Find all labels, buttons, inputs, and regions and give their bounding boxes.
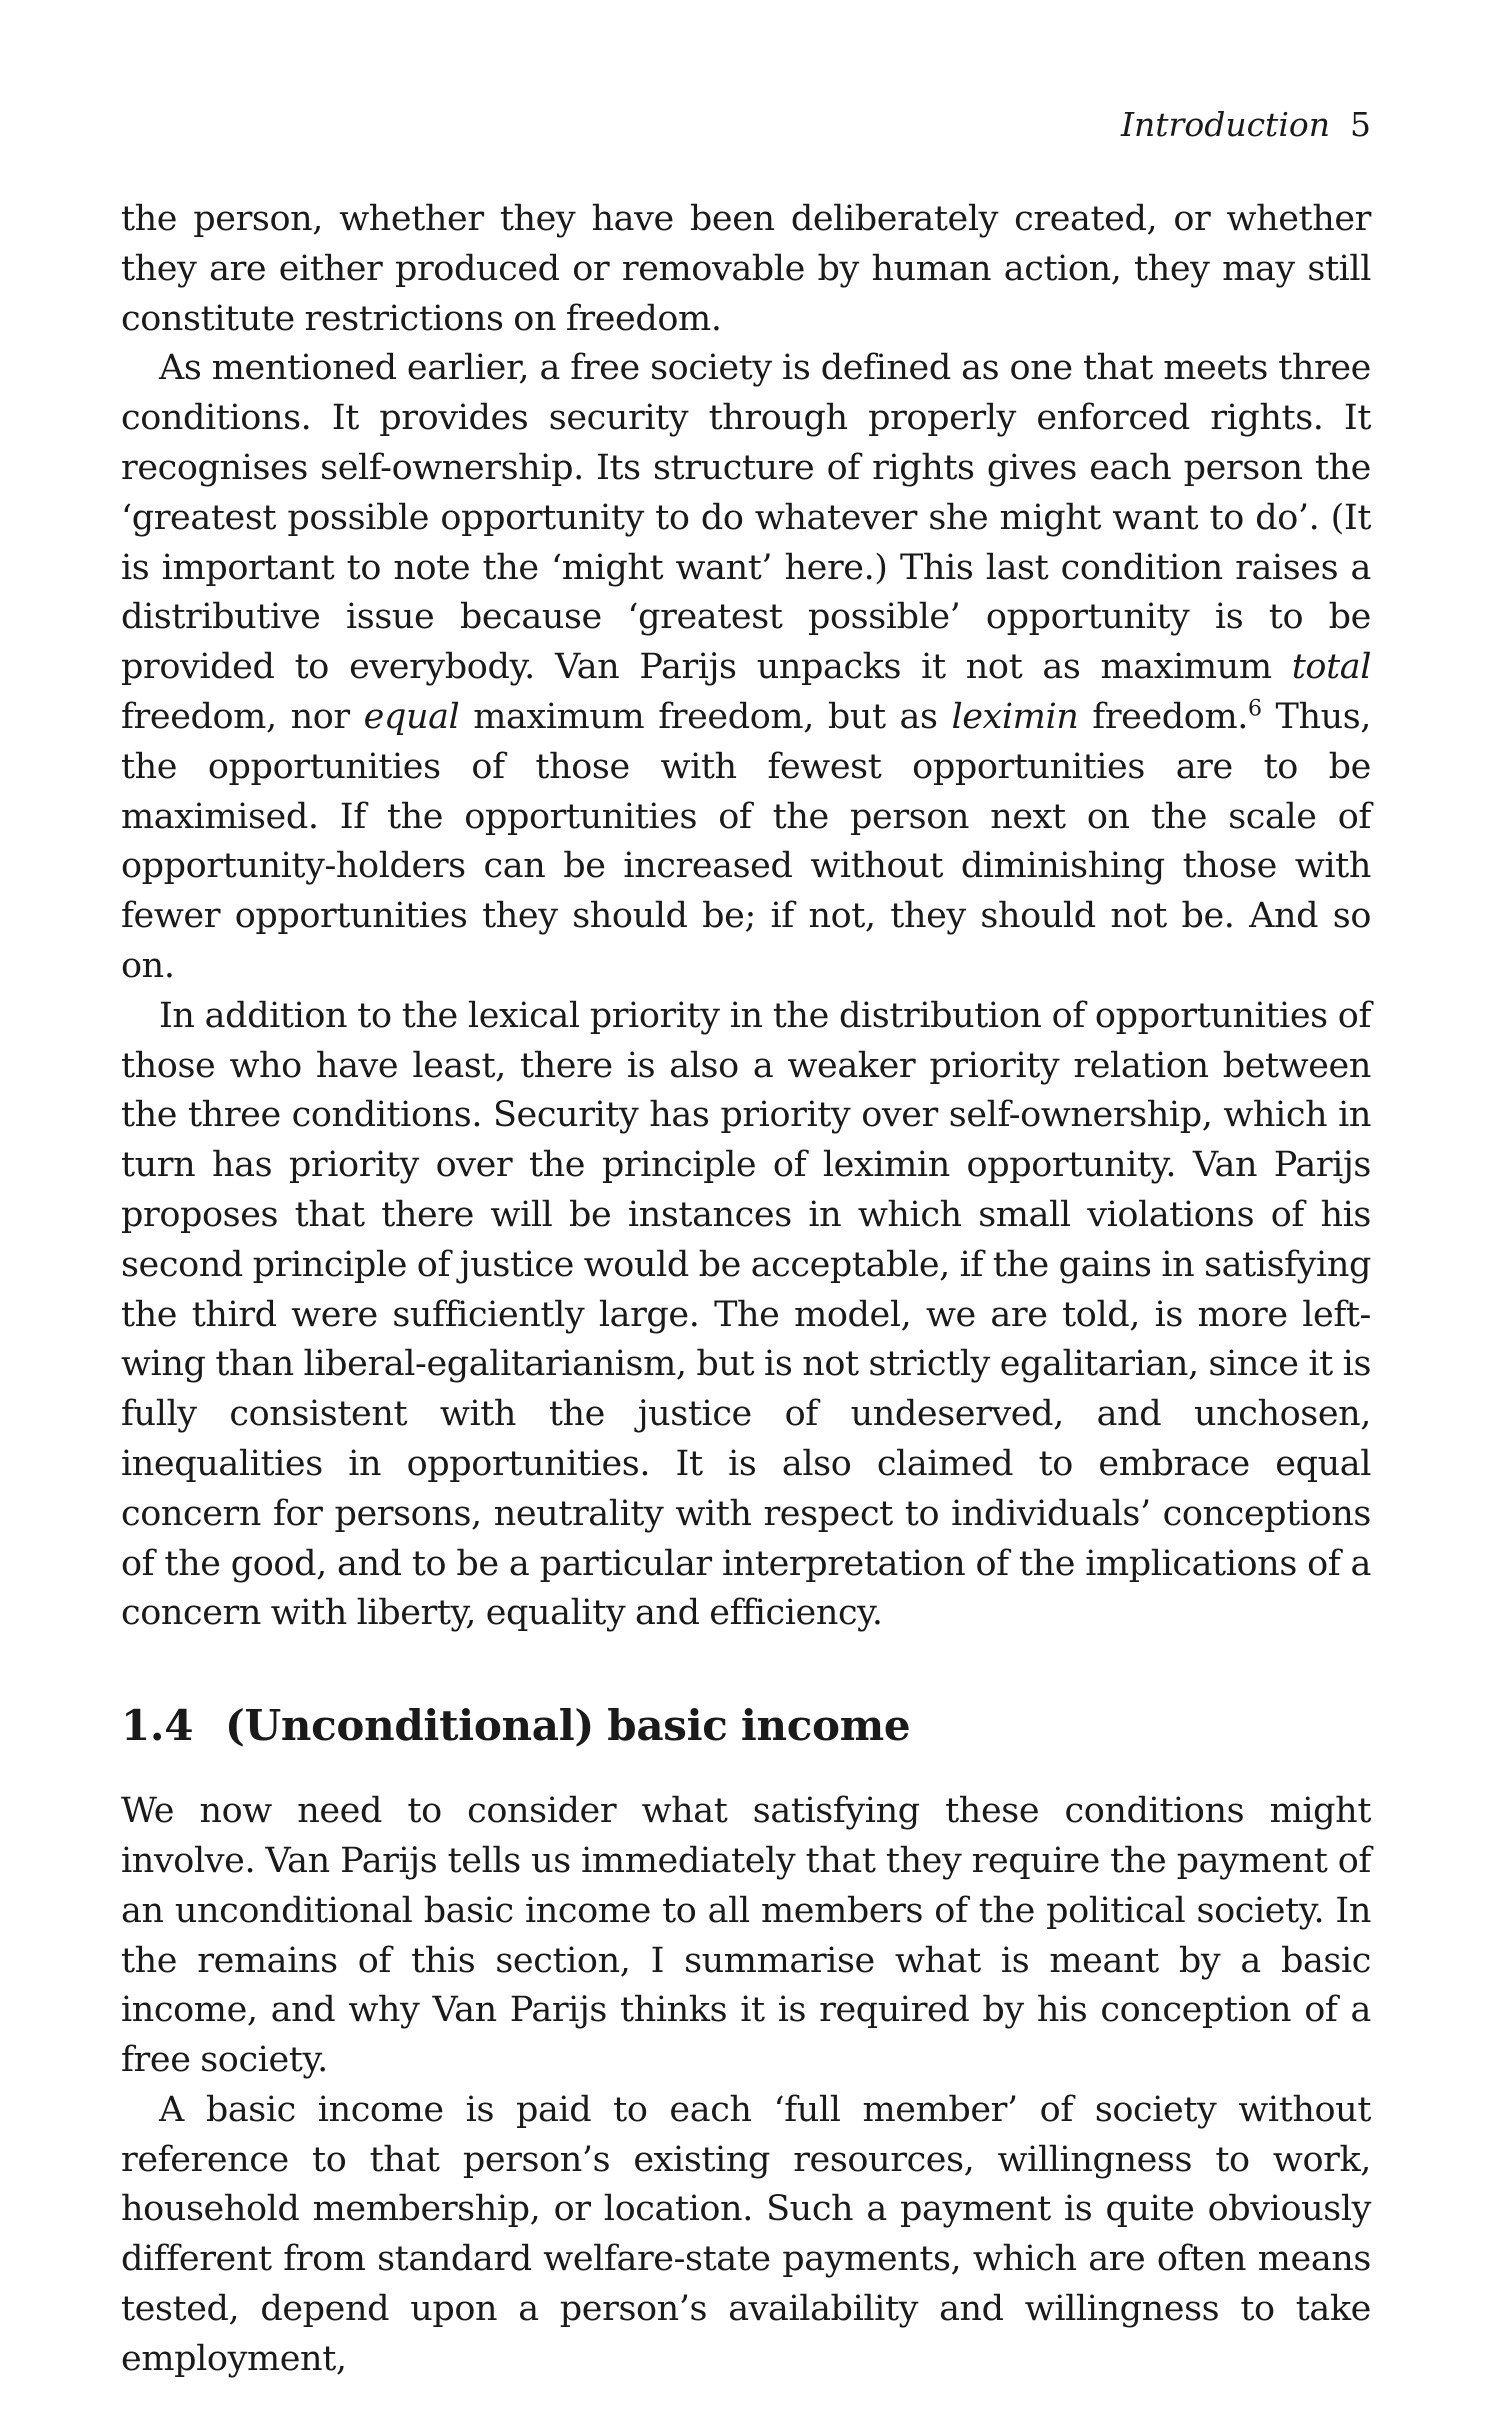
body-text xyxy=(121,195,1371,2385)
paragraph-text-segment: As mentioned earlier, a free society is defined as one that meets three conditions. It provides security through properly enforced rights. It recognises self-ownership. Its structure of rights gives each person the ‘greatest possible opportunity to do whatever she might want to do’. (It is important to note the ‘might want’ here.) This last condition raises a distributive issue because ‘greatest possible’ opportunity is to be provided to everybody. Van Parijs unpacks it not as maximum xyxy=(121,348,1371,688)
running-head-title: Introduction xyxy=(1121,105,1330,144)
paragraph-priority-relations: In addition to the lexical priority in the distribution of opportunities of those who have least, there is also a weaker priority relation between the three conditions. Security has priority over self-ownership, which in turn has priority over the principle of leximin opportunity. Van Parijs proposes that there will be instances in which small violations of his second principle of justice would be acceptable, if the gains in satisfying the third were sufficiently large. The model, we are told, is more left-wing than liberal-egalitarianism, but is not strictly egalitarian, since it is fully consistent with the justice of undeserved, and unchosen, inequalities in opportunities. It is also claimed to embrace equal concern for persons, neutrality with respect to individuals’ conceptions of the good, and to be a particular interpretation of the implications of a concern with liberty, equality and efficiency. xyxy=(121,995,1371,1634)
page-number: 5 xyxy=(1350,105,1371,144)
section-heading xyxy=(121,1701,1371,1751)
running-head xyxy=(121,105,1371,145)
footnote-reference[interactable]: 6 xyxy=(1248,696,1262,722)
paragraph-basic-income-intro: We now need to consider what satisfying these conditions might involve. Van Parijs tells us immediately that they require the payment of an unconditional basic income to all members of the political society. In the remains of this section, I summarise what is meant by a basic income, and why Van Parijs thinks it is required by his conception of a free society. xyxy=(121,1791,1371,2081)
paragraph-text-segment: Thus, the opportunities of those with fewest opportunities are to be maximised. If the opportunities of the person next on the scale of opportunity-holders can be increased without diminishing those with fewer opportunities they should be; if not, they should not be. And so on. xyxy=(121,696,1372,986)
emphasis-total: total xyxy=(1291,647,1371,688)
section-number: 1.4 xyxy=(121,1701,194,1751)
paragraph-continuation: the person, whether they have been deliberately created, or whether they are either produced or removable by human action, they may still constitute restrictions on freedom. xyxy=(121,199,1371,339)
paragraph-text-segment: freedom, nor xyxy=(121,696,364,737)
paragraph-text-segment: freedom. xyxy=(1078,696,1248,737)
paragraph-text-segment: maximum freedom, but as xyxy=(459,696,952,737)
section-title: (Unconditional) basic income xyxy=(225,1701,911,1751)
emphasis-equal: equal xyxy=(363,696,460,737)
book-page xyxy=(121,105,1371,2385)
paragraph-basic-income-definition: A basic income is paid to each ‘full member’ of society without reference to that person’s existing resources, willingness to work, household membership, or location. Such a payment is quite obviously different from standard welfare-state payments, which are often means tested, depend upon a person’s availability and willingness to take employment, xyxy=(121,2089,1371,2379)
emphasis-leximin: leximin xyxy=(951,696,1079,737)
paragraph-free-society-conditions xyxy=(121,344,1371,991)
